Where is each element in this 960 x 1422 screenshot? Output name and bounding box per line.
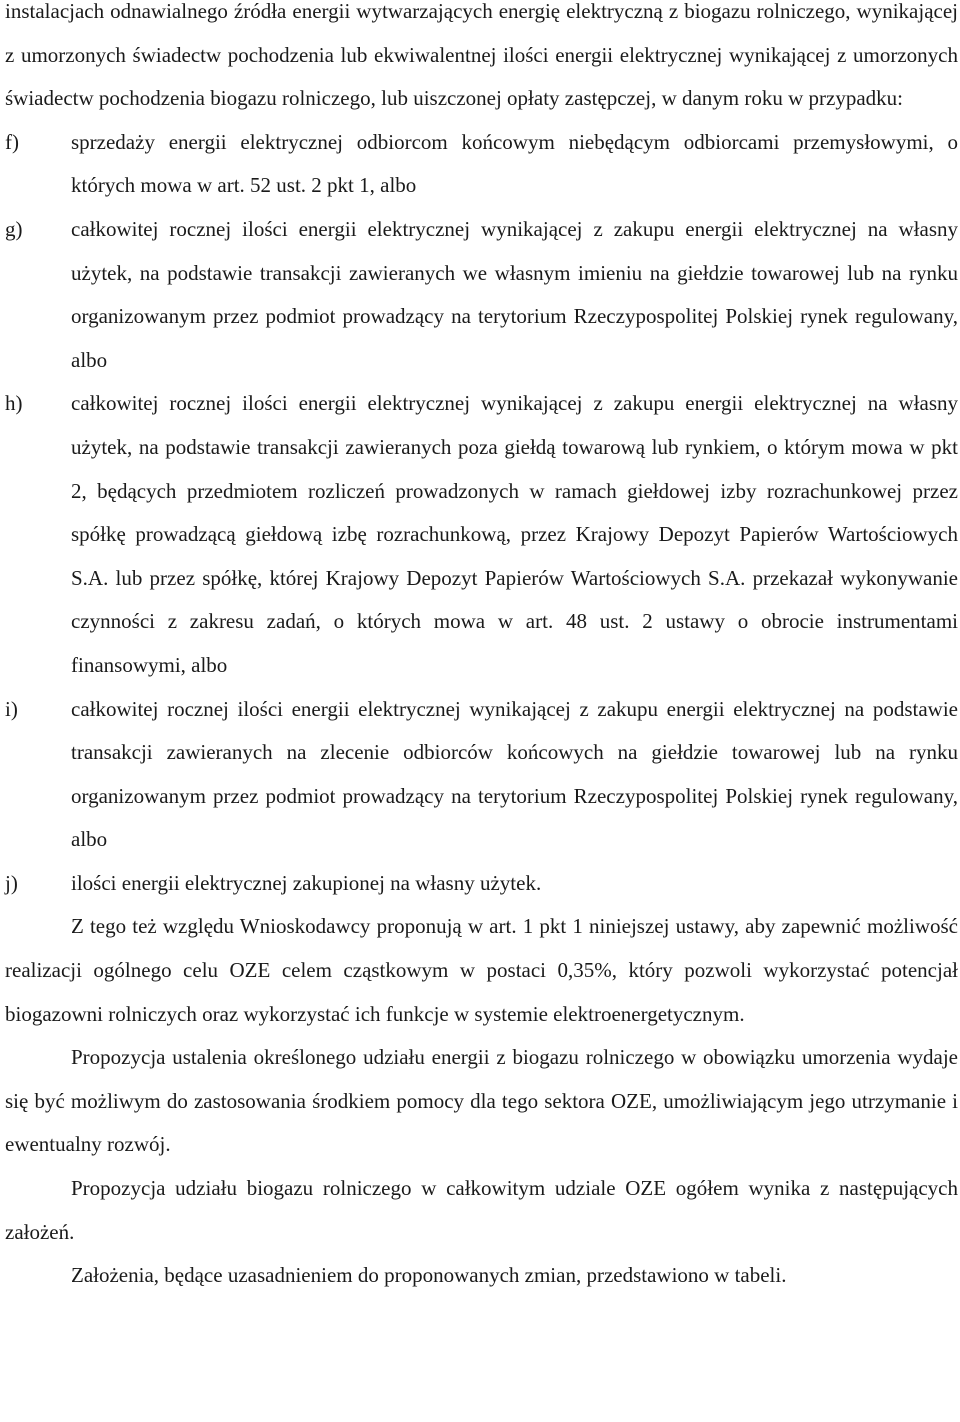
body-paragraph-3: Propozycja udziału biogazu rolniczego w całkowitym udziale OZE ogółem wynika z następujących założeń. xyxy=(5,1176,958,1244)
list-item-g xyxy=(0,208,960,382)
list-item-i xyxy=(0,688,960,862)
body-paragraph-2: Propozycja ustalenia określonego udziału energii z biogazu rolniczego w obowiązku umorzenia wydaje się być możliwym do zastosowania środkiem pomocy dla tego sektora OZE, umożliwiającym jego utrzymanie i ewentualny rozwój. xyxy=(5,1045,958,1157)
list-item-text: sprzedaży energii elektrycznej odbiorcom końcowym niebędącym odbiorcami przemysłowymi, o których mowa w art. 52 ust. 2 pkt 1, albo xyxy=(71,129,958,198)
enumerated-list xyxy=(0,121,960,906)
list-marker: f) xyxy=(5,129,19,154)
list-item-text: całkowitej rocznej ilości energii elektrycznej wynikającej z zakupu energii elektrycznej na podstawie transakcji zawieranych na zlecenie odbiorców końcowych na giełdzie towarowej lub na rynku organizowanym przez podmiot prowadzący na terytorium Rzeczypospolitej Polskiej rynek regulowany, albo xyxy=(71,696,958,852)
list-marker: g) xyxy=(5,216,23,241)
list-marker: j) xyxy=(5,870,18,895)
body-paragraph-1: Z tego też względu Wnioskodawcy proponują w art. 1 pkt 1 niniejszej ustawy, aby zapewnić możliwość realizacji ogólnego celu OZE celem cząstkowym w postaci 0,35%, który pozwoli wykorzystać potencjał biogazowni rolniczych oraz wykorzystać ich funkcje w systemie elektroenergetycznym. xyxy=(5,914,958,1026)
list-item-j xyxy=(0,862,960,906)
body-paragraph-4: Założenia, będące uzasadnieniem do proponowanych zmian, przedstawiono w tabeli. xyxy=(71,1263,787,1288)
list-marker: i) xyxy=(5,696,18,721)
list-item-text: całkowitej rocznej ilości energii elektrycznej wynikającej z zakupu energii elektrycznej na własny użytek, na podstawie transakcji zawieranych we własnym imieniu na giełdzie towarowej lub na rynku organizowanym przez podmiot prowadzący na terytorium Rzeczypospolitej Polskiej rynek regulowany, albo xyxy=(71,216,958,372)
list-item-f xyxy=(0,121,960,208)
list-item-text: ilości energii elektrycznej zakupionej na własny użytek. xyxy=(71,870,542,895)
intro-paragraph: instalacjach odnawialnego źródła energii wytwarzających energię elektryczną z biogazu rolniczego, wynikającej z umorzonych świadectw pochodzenia lub ekwiwalentnej ilości energii elektrycznej wynikającej z umorzonych świadectw pochodzenia biogazu rolniczego, lub uiszczonej opłaty zastępczej, w danym roku w przypadku: xyxy=(5,0,958,111)
list-item-text: całkowitej rocznej ilości energii elektrycznej wynikającej z zakupu energii elektrycznej na własny użytek, na podstawie transakcji zawieranych poza giełdą towarową lub rynkiem, o którym mowa w pkt 2, będących przedmiotem rozliczeń prowadzonych w ramach giełdowej izby rozrachunkowej przez spółkę prowadzącą giełdową izbę rozrachunkową, przez Krajowy Depozyt Papierów Wartościowych S.A. lub przez spółkę, której Krajowy Depozyt Papierów Wartościowych S.A. przekazał wykonywanie czynności z zakresu zadań, o których mowa w art. 48 ust. 2 ustawy o obrocie instrumentami finansowymi, albo xyxy=(71,391,958,677)
list-marker: h) xyxy=(5,391,23,416)
list-item-h xyxy=(0,382,960,687)
